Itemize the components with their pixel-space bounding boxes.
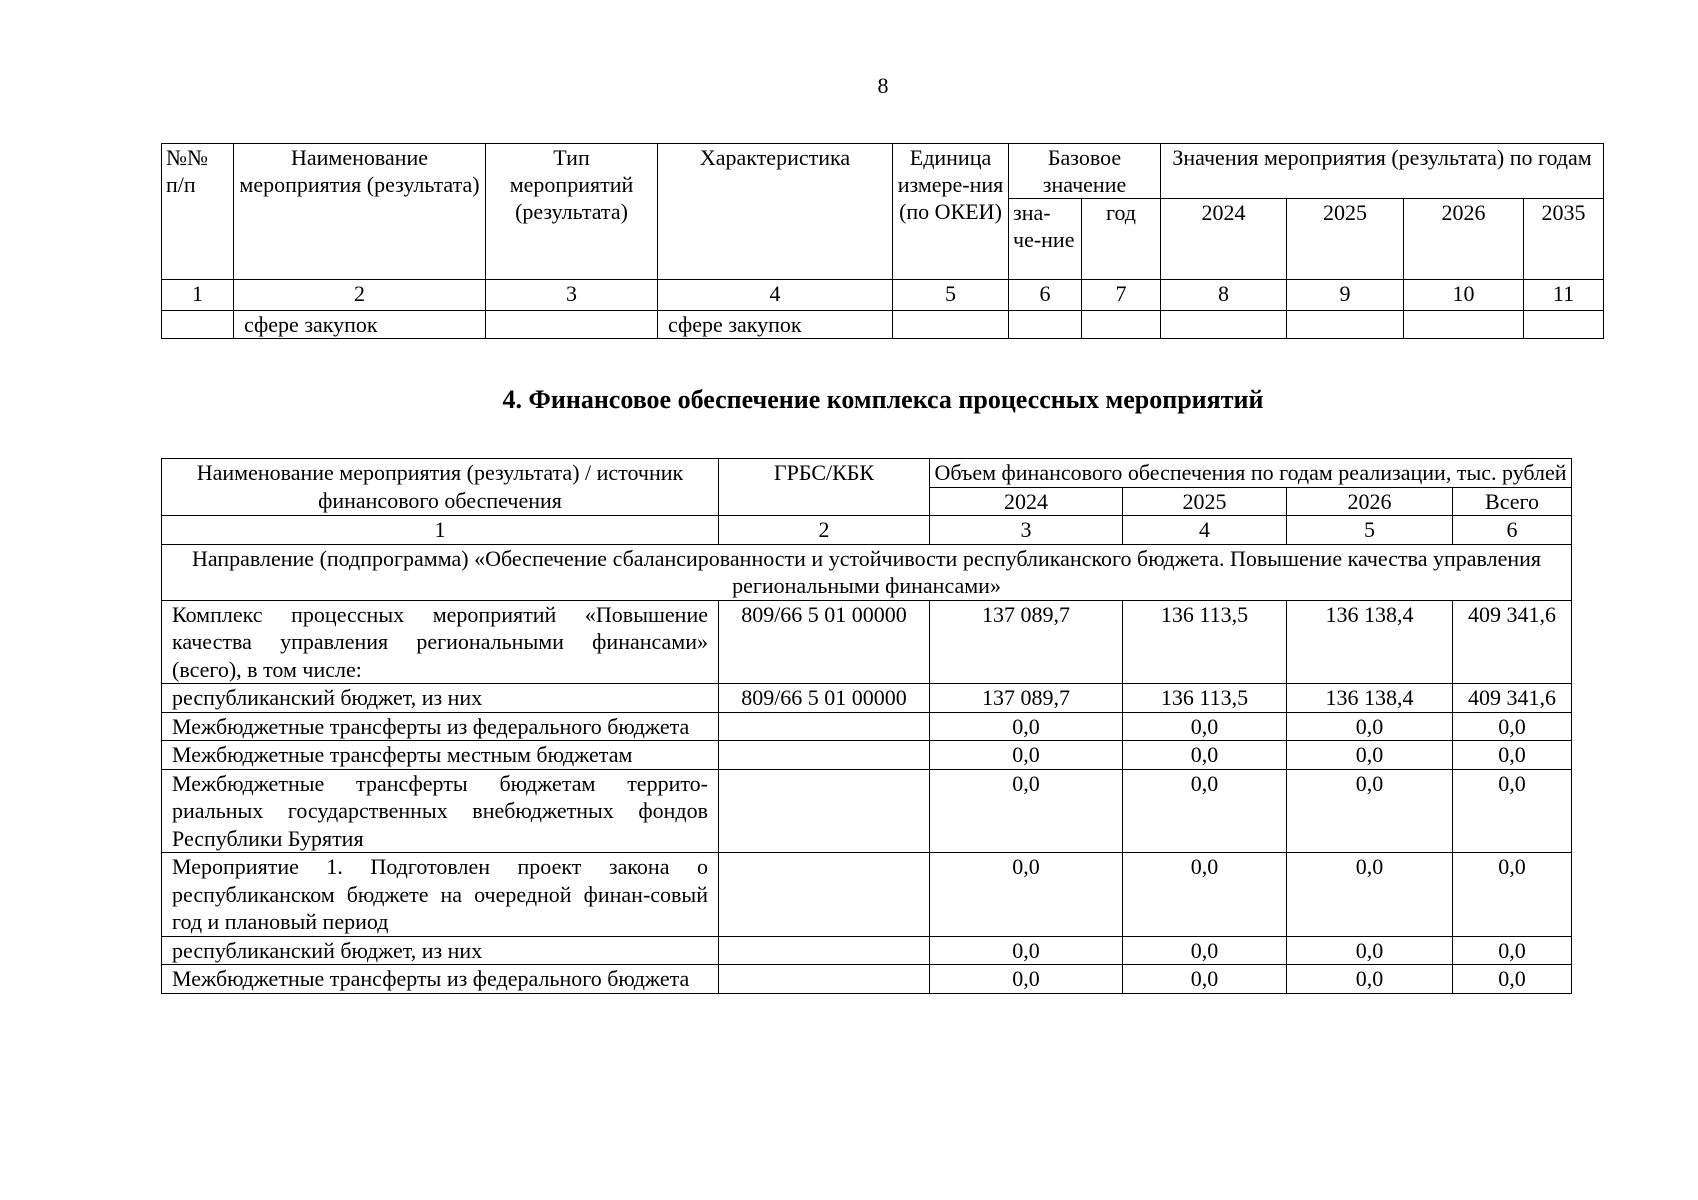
row-name: республиканский бюджет, из них bbox=[162, 936, 719, 965]
row-code: 809/66 5 01 00000 bbox=[719, 684, 930, 713]
row-2025: 0,0 bbox=[1123, 853, 1287, 937]
row-name: Мероприятие 1. Подготовлен проект закона о республиканском бюджете на очередной финан-совый год и плановый период bbox=[162, 853, 719, 937]
header-2035: 2035 bbox=[1524, 199, 1604, 280]
row-code bbox=[719, 936, 930, 965]
row-2026: 136 138,4 bbox=[1287, 600, 1453, 684]
col-number: 4 bbox=[1123, 516, 1287, 545]
table2-header-row bbox=[162, 459, 1572, 488]
row-2024: 0,0 bbox=[930, 741, 1123, 770]
row-2026: 136 138,4 bbox=[1287, 684, 1453, 713]
table-row bbox=[162, 712, 1572, 741]
cell-empty bbox=[1009, 311, 1082, 339]
header-num: №№ п/п bbox=[162, 144, 234, 280]
row-total: 409 341,6 bbox=[1453, 684, 1572, 713]
row-name: Комплекс процессных мероприятий «Повышение качества управления региональными финансами» (всего), в том числе: bbox=[162, 600, 719, 684]
table1-header-row bbox=[162, 144, 1604, 199]
row-code bbox=[719, 853, 930, 937]
header-code: ГРБС/КБК bbox=[719, 459, 930, 516]
row-2026: 0,0 bbox=[1287, 936, 1453, 965]
row-2026: 0,0 bbox=[1287, 769, 1453, 853]
table-row bbox=[162, 600, 1572, 684]
cell-empty bbox=[1161, 311, 1287, 339]
header-name: Наименование мероприятия (результата) / источник финансового обеспечения bbox=[162, 459, 719, 516]
header-2026: 2026 bbox=[1404, 199, 1524, 280]
header-2024: 2024 bbox=[930, 487, 1123, 516]
table1-row bbox=[162, 311, 1604, 339]
table-row bbox=[162, 965, 1572, 994]
header-2026: 2026 bbox=[1287, 487, 1453, 516]
header-unit: Единица измере-ния (по ОКЕИ) bbox=[893, 144, 1009, 280]
row-name: Межбюджетные трансферты из федерального бюджета bbox=[162, 712, 719, 741]
header-2024: 2024 bbox=[1161, 199, 1287, 280]
row-name: республиканский бюджет, из них bbox=[162, 684, 719, 713]
col-number: 3 bbox=[486, 280, 658, 311]
row-code: 809/66 5 01 00000 bbox=[719, 600, 930, 684]
row-code bbox=[719, 741, 930, 770]
activities-table bbox=[161, 143, 1604, 339]
col-number: 10 bbox=[1404, 280, 1524, 311]
page-number: 8 bbox=[877, 73, 889, 98]
header-characteristic: Характеристика bbox=[658, 144, 893, 280]
table2-column-numbers bbox=[162, 516, 1572, 545]
direction-row bbox=[162, 544, 1572, 600]
row-2024: 0,0 bbox=[930, 936, 1123, 965]
col-number: 5 bbox=[893, 280, 1009, 311]
row-2025: 0,0 bbox=[1123, 741, 1287, 770]
row-2026: 0,0 bbox=[1287, 965, 1453, 994]
row-name: Межбюджетные трансферты бюджетам террито-риальных государственных внебюджетных фондов Республики Бурятия bbox=[162, 769, 719, 853]
row-2025: 0,0 bbox=[1123, 936, 1287, 965]
header-base-year: год bbox=[1082, 199, 1161, 280]
col-number: 6 bbox=[1009, 280, 1082, 311]
cell-empty bbox=[1404, 311, 1524, 339]
row-2024: 0,0 bbox=[930, 712, 1123, 741]
table-row bbox=[162, 684, 1572, 713]
row-total: 409 341,6 bbox=[1453, 600, 1572, 684]
row-2024: 0,0 bbox=[930, 769, 1123, 853]
row-2025: 0,0 bbox=[1123, 769, 1287, 853]
row-total: 0,0 bbox=[1453, 936, 1572, 965]
financing-table bbox=[161, 458, 1572, 994]
cell-characteristic: сфере закупок bbox=[658, 311, 893, 339]
table-row bbox=[162, 769, 1572, 853]
row-2025: 136 113,5 bbox=[1123, 600, 1287, 684]
row-total: 0,0 bbox=[1453, 965, 1572, 994]
header-total: Всего bbox=[1453, 487, 1572, 516]
row-name: Межбюджетные трансферты из федерального бюджета bbox=[162, 965, 719, 994]
header-2025: 2025 bbox=[1287, 199, 1404, 280]
row-2025: 136 113,5 bbox=[1123, 684, 1287, 713]
cell-empty bbox=[893, 311, 1009, 339]
cell-empty bbox=[1524, 311, 1604, 339]
header-2025: 2025 bbox=[1123, 487, 1287, 516]
row-code bbox=[719, 769, 930, 853]
row-2025: 0,0 bbox=[1123, 712, 1287, 741]
header-name: Наименование мероприятия (результата) bbox=[234, 144, 486, 280]
row-code bbox=[719, 712, 930, 741]
cell-name: сфере закупок bbox=[234, 311, 486, 339]
col-number: 4 bbox=[658, 280, 893, 311]
col-number: 11 bbox=[1524, 280, 1604, 311]
row-2026: 0,0 bbox=[1287, 853, 1453, 937]
col-number: 6 bbox=[1453, 516, 1572, 545]
row-total: 0,0 bbox=[1453, 853, 1572, 937]
col-number: 8 bbox=[1161, 280, 1287, 311]
row-2024: 137 089,7 bbox=[930, 684, 1123, 713]
row-2024: 137 089,7 bbox=[930, 600, 1123, 684]
row-2024: 0,0 bbox=[930, 853, 1123, 937]
table-row bbox=[162, 853, 1572, 937]
col-number: 9 bbox=[1287, 280, 1404, 311]
col-number: 1 bbox=[162, 280, 234, 311]
col-number: 3 bbox=[930, 516, 1123, 545]
cell-empty bbox=[486, 311, 658, 339]
row-2024: 0,0 bbox=[930, 965, 1123, 994]
cell-empty bbox=[1082, 311, 1161, 339]
header-type: Тип мероприятий (результата) bbox=[486, 144, 658, 280]
header-volume: Объем финансового обеспечения по годам реализации, тыс. рублей bbox=[930, 459, 1572, 488]
header-base-value: зна-че-ние bbox=[1009, 199, 1082, 280]
col-number: 7 bbox=[1082, 280, 1161, 311]
table1-column-numbers bbox=[162, 280, 1604, 311]
cell-empty bbox=[1287, 311, 1404, 339]
row-name: Межбюджетные трансферты местным бюджетам bbox=[162, 741, 719, 770]
direction-title: Направление (подпрограмма) «Обеспечение сбалансированности и устойчивости республиканского бюджета. Повышение качества управления региональными финансами» bbox=[162, 544, 1572, 600]
row-2026: 0,0 bbox=[1287, 741, 1453, 770]
table-row bbox=[162, 741, 1572, 770]
header-values: Значения мероприятия (результата) по годам bbox=[1161, 144, 1604, 199]
col-number: 1 bbox=[162, 516, 719, 545]
row-total: 0,0 bbox=[1453, 712, 1572, 741]
header-base: Базовое значение bbox=[1009, 144, 1161, 199]
cell-empty bbox=[162, 311, 234, 339]
row-2026: 0,0 bbox=[1287, 712, 1453, 741]
col-number: 5 bbox=[1287, 516, 1453, 545]
section-title: 4. Финансовое обеспечение комплекса процессных мероприятий bbox=[502, 385, 1264, 414]
row-code bbox=[719, 965, 930, 994]
row-total: 0,0 bbox=[1453, 769, 1572, 853]
col-number: 2 bbox=[719, 516, 930, 545]
row-2025: 0,0 bbox=[1123, 965, 1287, 994]
table-row bbox=[162, 936, 1572, 965]
col-number: 2 bbox=[234, 280, 486, 311]
row-total: 0,0 bbox=[1453, 741, 1572, 770]
